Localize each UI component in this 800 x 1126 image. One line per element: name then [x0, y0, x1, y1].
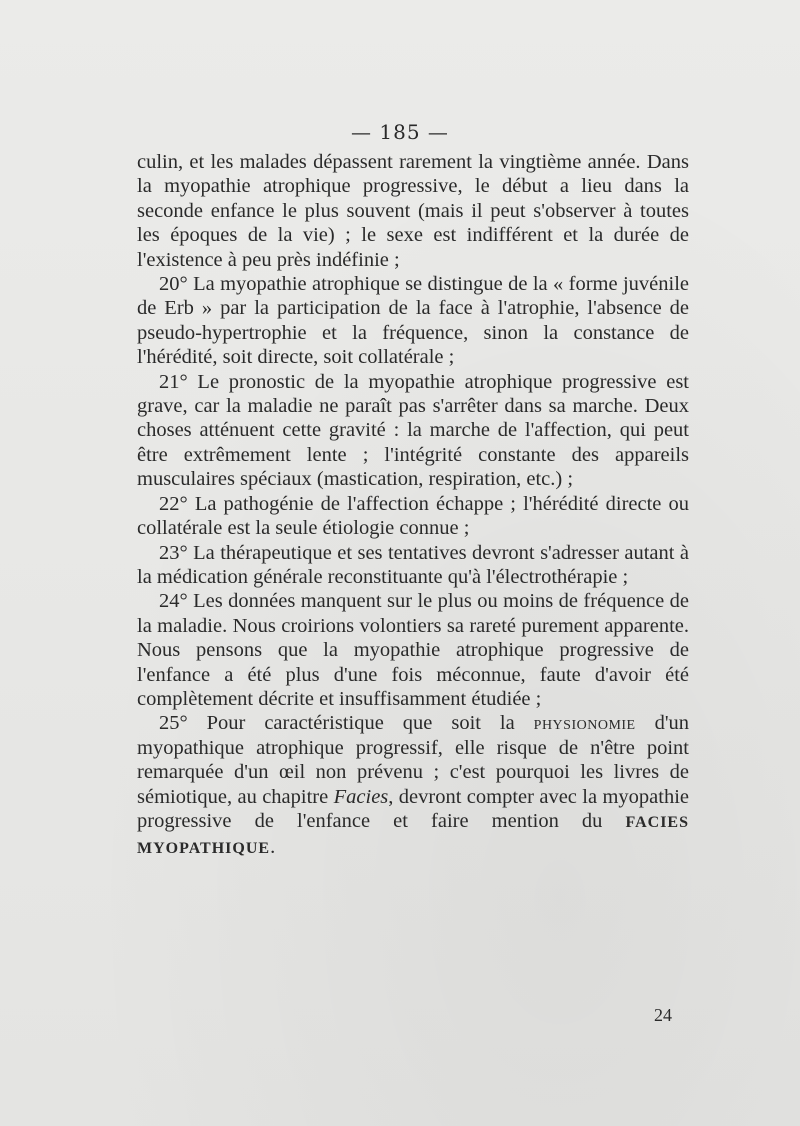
paragraph-text: Pour caractéristique que soit la: [206, 712, 515, 735]
small-caps-term: physionomie: [533, 712, 636, 735]
page-number: — 185 —: [351, 120, 449, 144]
paragraph-number: 25°: [159, 712, 188, 735]
paragraph-end: .: [270, 836, 276, 859]
paragraph-22: [137, 492, 689, 541]
paragraph-continuation: [137, 150, 689, 272]
paragraph-text: La pathogénie de l'affection échappe ; l'hérédité directe ou collatérale est la seule étiologie connue ;: [137, 492, 690, 540]
paragraph-text: d'un myopathique atrophique progressif, elle risque de n'être point remarquée d'un œil non prévenu ; c'est pourquoi les livres de sémiotique, au chapitre: [137, 712, 690, 808]
paragraph-24: [137, 589, 689, 711]
paragraph-text: Le pronostic de la myopathie atrophique progressive est grave, car la maladie ne paraît pas s'arrêter dans sa marche. Deux choses atténuent cette gravité : la marche de l'affection, qui peut être extrêmement lente ; l'intégrité constante des appareils musculaires spéciaux (mastication, respiration, etc.) ;: [137, 370, 689, 491]
italic-term: Facies: [333, 785, 389, 808]
paragraph-21: [137, 370, 689, 492]
paragraph-text: culin, et les malades dépassent rarement la vingtième année. Dans la myopathie atrophique progressive, le début a lieu dans la seconde enfance le plus souvent (mais il peut s'observer à toutes les époques de la vie) ; le sexe est indifférent et la durée de l'existence à peu près indéfinie ;: [137, 151, 689, 271]
paragraph-number: 21°: [159, 370, 188, 393]
paragraph-20: [137, 272, 689, 370]
paragraph-text: Les données manquent sur le plus ou moins de fréquence de la maladie. Nous croirions volontiers sa rareté purement apparente. Nous pensons que la myopathie atrophique progressive de l'enfance a été plus d'une fois méconnue, faute d'avoir été complètement décrite et insuffisamment étudiée ;: [137, 590, 689, 710]
paragraph-text: , devront compter avec la myopathie progressive de l'enfance et faire mention du: [137, 785, 690, 832]
paragraph-number: 22°: [159, 492, 188, 515]
paragraph-23: [137, 541, 689, 590]
paragraph-number: 24°: [159, 590, 188, 613]
body-text: [137, 150, 689, 862]
small-caps-bold-term: FACIES MYOPATHIQUE: [137, 813, 689, 858]
paragraph-number: 23°: [159, 541, 188, 564]
paragraph-number: 20°: [159, 273, 188, 296]
paragraph-text: La myopathie atrophique se distingue de la « forme juvénile de Erb » par la participation de la face à l'atrophie, l'absence de pseudo-hypertrophie et la fréquence, sinon la constance de l'hérédité, soit directe, soit collatérale ;: [137, 273, 690, 369]
paragraph-25: [137, 711, 689, 861]
paragraph-text: La thérapeutique et ses tentatives devront s'adresser autant à la médication générale reconstituante qu'à l'électrothérapie ;: [137, 541, 689, 588]
signature-mark: 24: [654, 1005, 672, 1025]
